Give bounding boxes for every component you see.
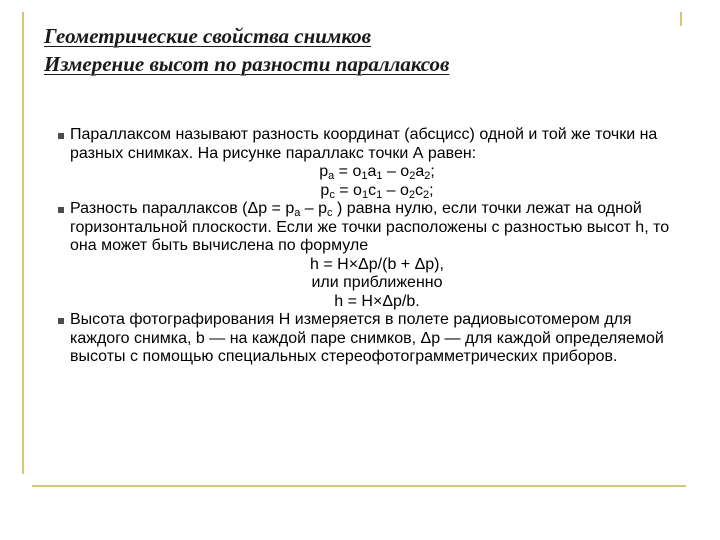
slide-frame-bottom-line <box>32 485 686 487</box>
bullet-text: Высота фотографирования H измеряется в полете радиовысотомером для каждого снимка, b — на каждой паре снимков, Δp — для каждой определяемой высоты с помощью специальных стереофотограмметрических приборов. <box>70 311 664 365</box>
formula-h-exact: h = H×Δp/(b + Δp), <box>310 255 444 273</box>
formula-pc: $p_c = o_1c_1 - o_2c_2$; <box>320 181 434 201</box>
square-bullet-icon <box>58 207 64 213</box>
square-bullet-icon <box>58 318 64 324</box>
formula-approx-label: или приближенно <box>311 274 443 291</box>
slide-frame-top-tick <box>680 12 682 26</box>
formula-h-approx: h = H×Δp/b. <box>334 292 420 310</box>
bullet-text: Параллаксом называют разность координат (абсцисс) одной и той же точки на разных снимках. На рисунке параллакс точки А равен: <box>70 126 658 162</box>
square-bullet-icon <box>58 133 64 139</box>
bullet-item-flight-height <box>44 311 684 367</box>
title-line-1: Геометрические свойства снимков <box>44 24 372 48</box>
title-line-2: Измерение высот по разности параллаксов <box>44 52 450 76</box>
formula-pa: $p_a = o_1a_1 - o_2a_2$; <box>319 163 435 182</box>
bullet-text: Разность параллаксов ($\Delta p = p_a - p_c$ ) равна нулю, если точки лежат на одной горизонтальной плоскости. Если же точки расположены с разностью высот h, то она может быть вычислена по формуле <box>70 200 670 254</box>
bullet-list <box>44 126 684 367</box>
slide-frame-left-line <box>22 12 24 474</box>
slide-title <box>44 22 664 78</box>
bullet-item-parallax-definition <box>44 126 684 200</box>
bullet-item-parallax-difference <box>44 200 684 311</box>
